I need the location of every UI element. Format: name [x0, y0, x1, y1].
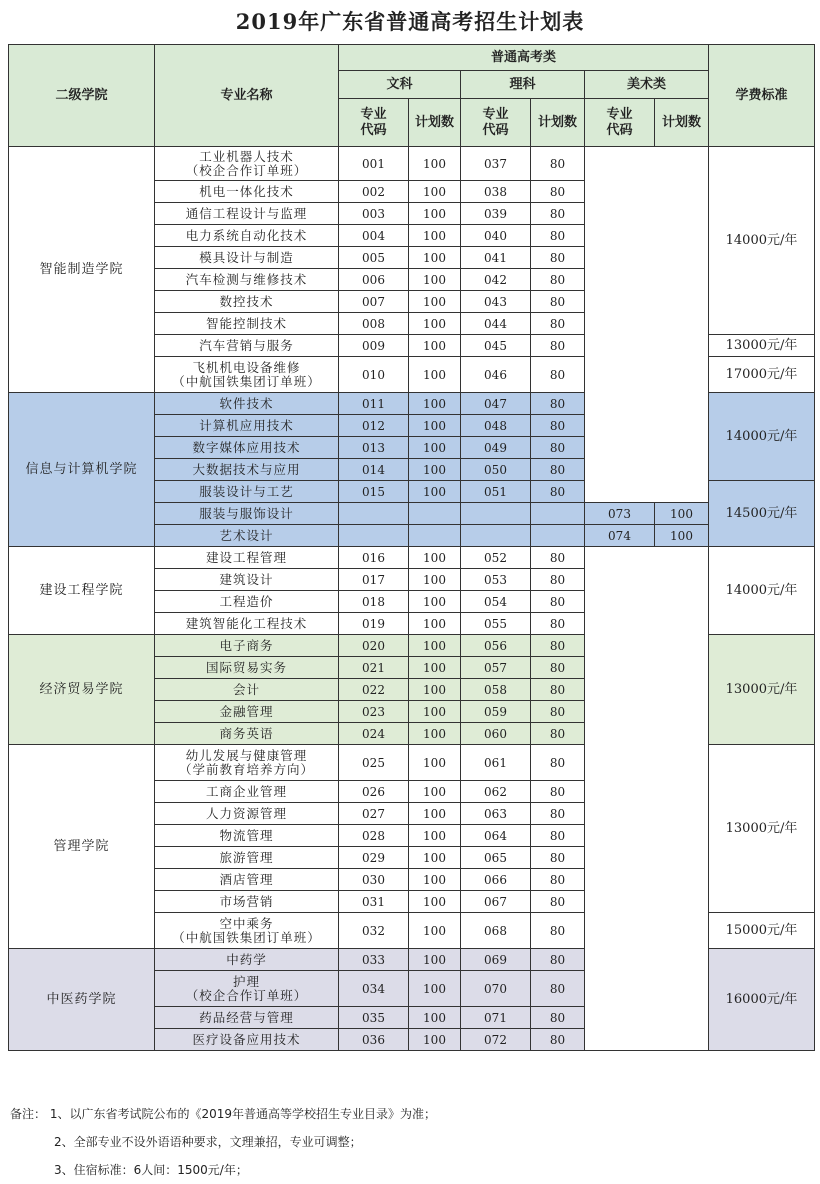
- major-name-line: 医疗设备应用技术: [192, 1031, 301, 1047]
- science-plan: 80: [531, 203, 585, 225]
- major-name-line: 幼儿发展与健康管理: [185, 747, 308, 763]
- arts-plan: 100: [409, 949, 461, 971]
- arts-plan: [409, 503, 461, 525]
- arts-code: 033: [339, 949, 409, 971]
- tuition-fee: 14500元/年: [709, 481, 815, 547]
- science-plan: 80: [531, 247, 585, 269]
- science-code: 065: [461, 847, 531, 869]
- arts-plan: 100: [409, 891, 461, 913]
- major-name-line: 电力系统自动化技术: [185, 227, 308, 243]
- arts-code: 028: [339, 825, 409, 847]
- major-name: [155, 825, 339, 847]
- science-plan: 80: [531, 745, 585, 781]
- major-name-line: 服装与服饰设计: [199, 505, 294, 521]
- arts-plan: 100: [409, 547, 461, 569]
- science-plan: 80: [531, 825, 585, 847]
- header-plan: 计划数: [409, 99, 461, 147]
- science-code: 040: [461, 225, 531, 247]
- tuition-fee: 15000元/年: [709, 913, 815, 949]
- arts-code: [339, 525, 409, 547]
- arts-plan: 100: [409, 357, 461, 393]
- science-code: 047: [461, 393, 531, 415]
- arts-code: 020: [339, 635, 409, 657]
- science-code: 038: [461, 181, 531, 203]
- arts-code: [339, 503, 409, 525]
- arts-plan: 100: [409, 335, 461, 357]
- science-code: 039: [461, 203, 531, 225]
- science-plan: 80: [531, 481, 585, 503]
- arts-code: 022: [339, 679, 409, 701]
- major-name: [155, 723, 339, 745]
- science-plan: 80: [531, 971, 585, 1007]
- tuition-fee: 14000元/年: [709, 147, 815, 335]
- arts-plan: 100: [409, 657, 461, 679]
- header-code: [461, 99, 531, 147]
- science-code: 044: [461, 313, 531, 335]
- science-code: 041: [461, 247, 531, 269]
- science-plan: 80: [531, 723, 585, 745]
- major-name-line: 建筑设计: [219, 571, 274, 587]
- arts-code: 019: [339, 613, 409, 635]
- fineart-plan: 100: [655, 503, 709, 525]
- arts-code: 029: [339, 847, 409, 869]
- arts-code: 004: [339, 225, 409, 247]
- major-name-note: （中航国铁集团订单班）: [172, 929, 321, 945]
- major-name-line: 建筑智能化工程技术: [185, 615, 308, 631]
- science-plan: 80: [531, 569, 585, 591]
- science-code: 064: [461, 825, 531, 847]
- science-plan: 80: [531, 1007, 585, 1029]
- arts-plan: 100: [409, 781, 461, 803]
- major-name: [155, 701, 339, 723]
- major-name: [155, 393, 339, 415]
- major-name-line: 飞机机电设备维修: [192, 359, 301, 375]
- major-name-line: 金融管理: [219, 703, 274, 719]
- arts-plan: 100: [409, 313, 461, 335]
- major-name: [155, 569, 339, 591]
- science-code: 059: [461, 701, 531, 723]
- arts-plan: 100: [409, 147, 461, 181]
- header-plan: 计划数: [655, 99, 709, 147]
- science-plan: 80: [531, 547, 585, 569]
- college-name: 中医药学院: [9, 949, 155, 1051]
- science-plan: 80: [531, 181, 585, 203]
- major-name: [155, 481, 339, 503]
- arts-code: 032: [339, 913, 409, 949]
- major-name: [155, 415, 339, 437]
- arts-code: 015: [339, 481, 409, 503]
- arts-plan: 100: [409, 569, 461, 591]
- major-name: [155, 357, 339, 393]
- major-name-line: 会计: [232, 681, 260, 697]
- science-code: 037: [461, 147, 531, 181]
- science-code: 042: [461, 269, 531, 291]
- arts-plan: 100: [409, 745, 461, 781]
- science-code: 066: [461, 869, 531, 891]
- header-general: 普通高考类: [339, 45, 709, 71]
- header-science: 理科: [461, 71, 585, 99]
- major-name: [155, 613, 339, 635]
- science-code: 068: [461, 913, 531, 949]
- arts-code: 010: [339, 357, 409, 393]
- science-plan: 80: [531, 591, 585, 613]
- arts-code: 023: [339, 701, 409, 723]
- science-code: 055: [461, 613, 531, 635]
- arts-plan: 100: [409, 803, 461, 825]
- major-name: [155, 181, 339, 203]
- arts-code: 017: [339, 569, 409, 591]
- major-name-line: 工程造价: [219, 593, 274, 609]
- science-plan: 80: [531, 291, 585, 313]
- arts-code: 002: [339, 181, 409, 203]
- major-name: [155, 313, 339, 335]
- major-name: [155, 891, 339, 913]
- arts-plan: 100: [409, 291, 461, 313]
- major-name-line: 药品经营与管理: [199, 1009, 294, 1025]
- science-plan: 80: [531, 269, 585, 291]
- header-fineart: 美术类: [585, 71, 709, 99]
- science-code: 052: [461, 547, 531, 569]
- arts-code: 024: [339, 723, 409, 745]
- arts-plan: 100: [409, 481, 461, 503]
- science-code: 072: [461, 1029, 531, 1051]
- arts-code: 013: [339, 437, 409, 459]
- major-name-line: 护理: [232, 973, 260, 989]
- header-code: [339, 99, 409, 147]
- header-code-line1: 专业: [360, 106, 387, 122]
- major-name: [155, 847, 339, 869]
- arts-code: 008: [339, 313, 409, 335]
- major-name: [155, 147, 339, 181]
- page-title: 2019年广东省普通高考招生计划表: [235, 9, 585, 34]
- arts-plan: 100: [409, 971, 461, 1007]
- note-2: 2、全部专业不设外语语种要求，文理兼招，专业可调整；: [54, 1135, 362, 1149]
- tuition-fee: 13000元/年: [709, 635, 815, 745]
- arts-code: 011: [339, 393, 409, 415]
- note-1: 备注： 1、以广东省考试院公布的《2019年普通高等学校招生专业目录》为准；: [10, 1107, 436, 1121]
- science-plan: 80: [531, 701, 585, 723]
- science-plan: 80: [531, 781, 585, 803]
- science-plan: 80: [531, 459, 585, 481]
- science-code: 048: [461, 415, 531, 437]
- header-code-line2: 代码: [360, 122, 387, 138]
- major-name: [155, 459, 339, 481]
- note-3: 3、住宿标准：6人间：1500元/年；: [54, 1163, 248, 1177]
- major-name: [155, 781, 339, 803]
- major-name: [155, 503, 339, 525]
- arts-plan: 100: [409, 181, 461, 203]
- major-name: [155, 745, 339, 781]
- major-name-line: 人力资源管理: [205, 805, 287, 821]
- major-name: [155, 657, 339, 679]
- arts-plan: 100: [409, 225, 461, 247]
- fineart-code: 073: [585, 503, 655, 525]
- major-name-line: 机电一体化技术: [199, 183, 294, 199]
- major-name: [155, 1007, 339, 1029]
- arts-code: 036: [339, 1029, 409, 1051]
- arts-code: 003: [339, 203, 409, 225]
- tuition-fee: 13000元/年: [709, 335, 815, 357]
- header-code-line2: 代码: [606, 122, 633, 138]
- major-name-line: 市场营销: [219, 893, 274, 909]
- major-name: [155, 335, 339, 357]
- major-name-line: 建设工程管理: [205, 549, 287, 565]
- arts-plan: 100: [409, 613, 461, 635]
- science-plan: 80: [531, 679, 585, 701]
- fineart-plan: 100: [655, 525, 709, 547]
- science-code: 058: [461, 679, 531, 701]
- major-name: [155, 869, 339, 891]
- major-name: [155, 971, 339, 1007]
- science-plan: 80: [531, 147, 585, 181]
- science-plan: 80: [531, 891, 585, 913]
- major-name-line: 通信工程设计与监理: [185, 205, 308, 221]
- arts-plan: 100: [409, 701, 461, 723]
- major-name: [155, 225, 339, 247]
- science-code: 046: [461, 357, 531, 393]
- major-name: [155, 247, 339, 269]
- arts-code: 009: [339, 335, 409, 357]
- header-plan: 计划数: [531, 99, 585, 147]
- science-code: 056: [461, 635, 531, 657]
- science-code: 070: [461, 971, 531, 1007]
- arts-code: 005: [339, 247, 409, 269]
- arts-code: 021: [339, 657, 409, 679]
- major-name-note: （校企合作订单班）: [185, 987, 308, 1003]
- science-code: 069: [461, 949, 531, 971]
- arts-plan: 100: [409, 913, 461, 949]
- arts-code: 014: [339, 459, 409, 481]
- major-name-line: 工业机器人技术: [199, 148, 294, 164]
- science-plan: 80: [531, 913, 585, 949]
- arts-plan: 100: [409, 1029, 461, 1051]
- arts-code: 031: [339, 891, 409, 913]
- science-plan: [531, 525, 585, 547]
- tuition-fee: 14000元/年: [709, 547, 815, 635]
- science-code: 067: [461, 891, 531, 913]
- notes: [10, 1100, 810, 1184]
- fineart-code: 074: [585, 525, 655, 547]
- science-plan: 80: [531, 949, 585, 971]
- arts-code: 001: [339, 147, 409, 181]
- major-name-line: 电子商务: [219, 637, 274, 653]
- header-code-line2: 代码: [482, 122, 509, 138]
- major-name-line: 汽车检测与维修技术: [185, 271, 308, 287]
- college-name: 经济贸易学院: [9, 635, 155, 745]
- science-plan: 80: [531, 393, 585, 415]
- arts-code: 012: [339, 415, 409, 437]
- science-plan: 80: [531, 869, 585, 891]
- major-name: [155, 203, 339, 225]
- science-plan: 80: [531, 313, 585, 335]
- college-name: 智能制造学院: [9, 147, 155, 393]
- arts-plan: 100: [409, 869, 461, 891]
- major-name-line: 软件技术: [219, 395, 274, 411]
- major-name-line: 国际贸易实务: [205, 659, 287, 675]
- science-code: 061: [461, 745, 531, 781]
- arts-plan: 100: [409, 269, 461, 291]
- major-name: [155, 1029, 339, 1051]
- major-name: [155, 547, 339, 569]
- major-name-line: 酒店管理: [219, 871, 274, 887]
- science-code: 051: [461, 481, 531, 503]
- major-name-line: 商务英语: [219, 725, 274, 741]
- fineart-blank: [585, 147, 709, 503]
- major-name-note: （校企合作订单班）: [185, 162, 308, 178]
- major-name: [155, 635, 339, 657]
- tuition-fee: 17000元/年: [709, 357, 815, 393]
- science-plan: [531, 503, 585, 525]
- arts-code: 030: [339, 869, 409, 891]
- major-name-line: 智能控制技术: [205, 315, 287, 331]
- major-name: [155, 269, 339, 291]
- major-name-line: 模具设计与制造: [199, 249, 294, 265]
- science-plan: 80: [531, 225, 585, 247]
- arts-plan: 100: [409, 635, 461, 657]
- major-name-line: 数控技术: [219, 293, 274, 309]
- science-code: 050: [461, 459, 531, 481]
- arts-code: 025: [339, 745, 409, 781]
- science-plan: 80: [531, 357, 585, 393]
- arts-plan: 100: [409, 203, 461, 225]
- major-name-line: 数字媒体应用技术: [192, 439, 301, 455]
- science-plan: 80: [531, 415, 585, 437]
- college-name: 信息与计算机学院: [9, 393, 155, 547]
- arts-code: 034: [339, 971, 409, 1007]
- science-plan: 80: [531, 1029, 585, 1051]
- header-college: 二级学院: [9, 45, 155, 147]
- arts-plan: [409, 525, 461, 547]
- arts-code: 007: [339, 291, 409, 313]
- major-name: [155, 525, 339, 547]
- major-name-note: （学前教育培养方向）: [178, 761, 314, 777]
- arts-plan: 100: [409, 393, 461, 415]
- enrollment-plan-table: [8, 44, 815, 1051]
- table-row: [9, 147, 815, 181]
- arts-plan: 100: [409, 679, 461, 701]
- major-name-line: 旅游管理: [219, 849, 274, 865]
- arts-code: 018: [339, 591, 409, 613]
- major-name: [155, 437, 339, 459]
- science-code: [461, 503, 531, 525]
- header-code: [585, 99, 655, 147]
- college-name: 管理学院: [9, 745, 155, 949]
- fineart-blank: [585, 547, 709, 1051]
- science-plan: 80: [531, 437, 585, 459]
- science-plan: 80: [531, 613, 585, 635]
- major-name-line: 空中乘务: [219, 915, 274, 931]
- major-name: [155, 679, 339, 701]
- arts-code: 016: [339, 547, 409, 569]
- arts-plan: 100: [409, 723, 461, 745]
- tuition-fee: 13000元/年: [709, 745, 815, 913]
- science-code: 063: [461, 803, 531, 825]
- science-code: 045: [461, 335, 531, 357]
- major-name: [155, 913, 339, 949]
- science-code: 057: [461, 657, 531, 679]
- major-name-line: 服装设计与工艺: [199, 483, 294, 499]
- major-name-line: 中药学: [226, 951, 267, 967]
- arts-code: 026: [339, 781, 409, 803]
- header-arts: 文科: [339, 71, 461, 99]
- header-code-line1: 专业: [606, 106, 633, 122]
- header-major: 专业名称: [155, 45, 339, 147]
- arts-plan: 100: [409, 591, 461, 613]
- header-fee: 学费标准: [709, 45, 815, 147]
- tuition-fee: 14000元/年: [709, 393, 815, 481]
- science-plan: 80: [531, 847, 585, 869]
- major-name: [155, 803, 339, 825]
- science-code: 071: [461, 1007, 531, 1029]
- science-plan: 80: [531, 803, 585, 825]
- arts-plan: 100: [409, 1007, 461, 1029]
- major-name-line: 工商企业管理: [205, 783, 287, 799]
- arts-plan: 100: [409, 847, 461, 869]
- major-name-line: 艺术设计: [219, 527, 274, 543]
- arts-plan: 100: [409, 437, 461, 459]
- science-code: [461, 525, 531, 547]
- major-name: [155, 291, 339, 313]
- arts-code: 027: [339, 803, 409, 825]
- science-code: 062: [461, 781, 531, 803]
- arts-plan: 100: [409, 415, 461, 437]
- major-name-line: 物流管理: [219, 827, 274, 843]
- science-plan: 80: [531, 657, 585, 679]
- science-code: 054: [461, 591, 531, 613]
- major-name-line: 汽车营销与服务: [199, 337, 294, 353]
- header-code-line1: 专业: [482, 106, 509, 122]
- table-row: [9, 547, 815, 569]
- major-name-line: 计算机应用技术: [199, 417, 294, 433]
- science-code: 049: [461, 437, 531, 459]
- arts-plan: 100: [409, 825, 461, 847]
- science-code: 043: [461, 291, 531, 313]
- arts-code: 006: [339, 269, 409, 291]
- arts-code: 035: [339, 1007, 409, 1029]
- major-name-line: 大数据技术与应用: [192, 461, 301, 477]
- science-code: 060: [461, 723, 531, 745]
- major-name-note: （中航国铁集团订单班）: [172, 373, 321, 389]
- science-code: 053: [461, 569, 531, 591]
- science-plan: 80: [531, 335, 585, 357]
- arts-plan: 100: [409, 459, 461, 481]
- arts-plan: 100: [409, 247, 461, 269]
- tuition-fee: 16000元/年: [709, 949, 815, 1051]
- science-plan: 80: [531, 635, 585, 657]
- major-name: [155, 949, 339, 971]
- major-name: [155, 591, 339, 613]
- college-name: 建设工程学院: [9, 547, 155, 635]
